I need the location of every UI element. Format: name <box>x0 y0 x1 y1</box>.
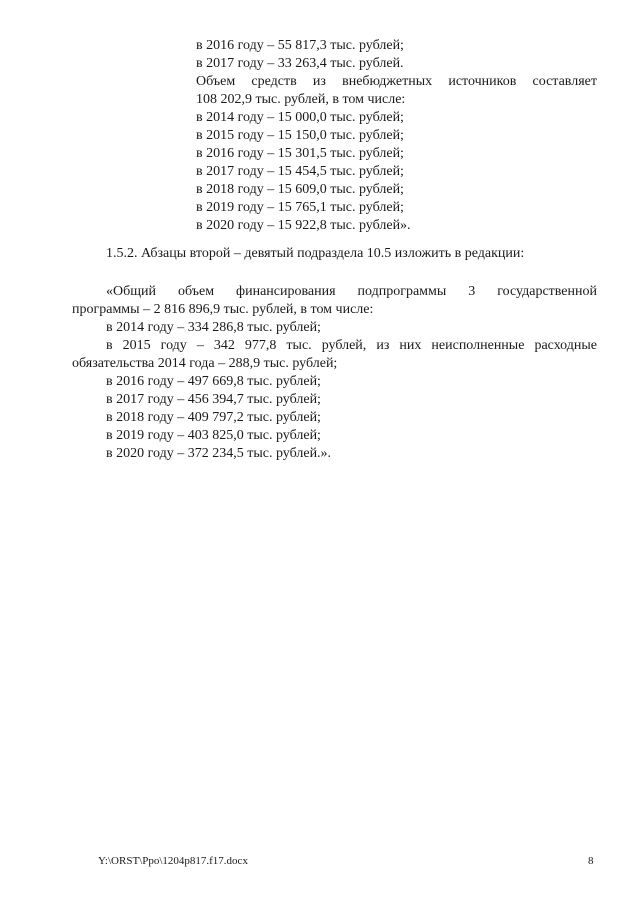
text-line: обязательства 2014 года – 288,9 тыс. рублей; <box>72 356 338 371</box>
text-line: в 2017 году – 15 454,5 тыс. рублей; <box>196 164 404 179</box>
footer-file-path: Y:\ORST\Ppo\1204p817.f17.docx <box>98 855 248 867</box>
paragraph-heading: 1.5.2. Абзацы второй – девятый подраздела 10.5 изложить в редакции: <box>106 246 525 261</box>
text-line: в 2016 году – 497 669,8 тыс. рублей; <box>106 374 321 389</box>
text-line: программы – 2 816 896,9 тыс. рублей, в том числе: <box>72 302 374 317</box>
text-line: в 2014 году – 15 000,0 тыс. рублей; <box>196 110 404 125</box>
text-line: в 2016 году – 55 817,3 тыс. рублей; <box>196 38 404 53</box>
text-line: «Общий объем финансирования подпрограммы 3 государственной <box>106 284 597 299</box>
text-line: в 2019 году – 403 825,0 тыс. рублей; <box>106 428 321 443</box>
text-line: 108 202,9 тыс. рублей, в том числе: <box>196 92 406 107</box>
text-line: в 2020 году – 15 922,8 тыс. рублей». <box>196 218 411 233</box>
text-line: в 2015 году – 15 150,0 тыс. рублей; <box>196 128 404 143</box>
text-line: в 2017 году – 456 394,7 тыс. рублей; <box>106 392 321 407</box>
text-line: в 2016 году – 15 301,5 тыс. рублей; <box>196 146 404 161</box>
text-line: Объем средств из внебюджетных источников составляет <box>196 74 597 89</box>
text-line: в 2018 году – 15 609,0 тыс. рублей; <box>196 182 404 197</box>
page-number: 8 <box>588 855 594 867</box>
text-line: в 2017 году – 33 263,4 тыс. рублей. <box>196 56 404 71</box>
text-line: в 2015 году – 342 977,8 тыс. рублей, из них неисполненные расходные <box>106 338 597 353</box>
text-line: в 2019 году – 15 765,1 тыс. рублей; <box>196 200 404 215</box>
text-line: в 2018 году – 409 797,2 тыс. рублей; <box>106 410 321 425</box>
text-line: в 2014 году – 334 286,8 тыс. рублей; <box>106 320 321 335</box>
text-line: в 2020 году – 372 234,5 тыс. рублей.». <box>106 446 332 461</box>
